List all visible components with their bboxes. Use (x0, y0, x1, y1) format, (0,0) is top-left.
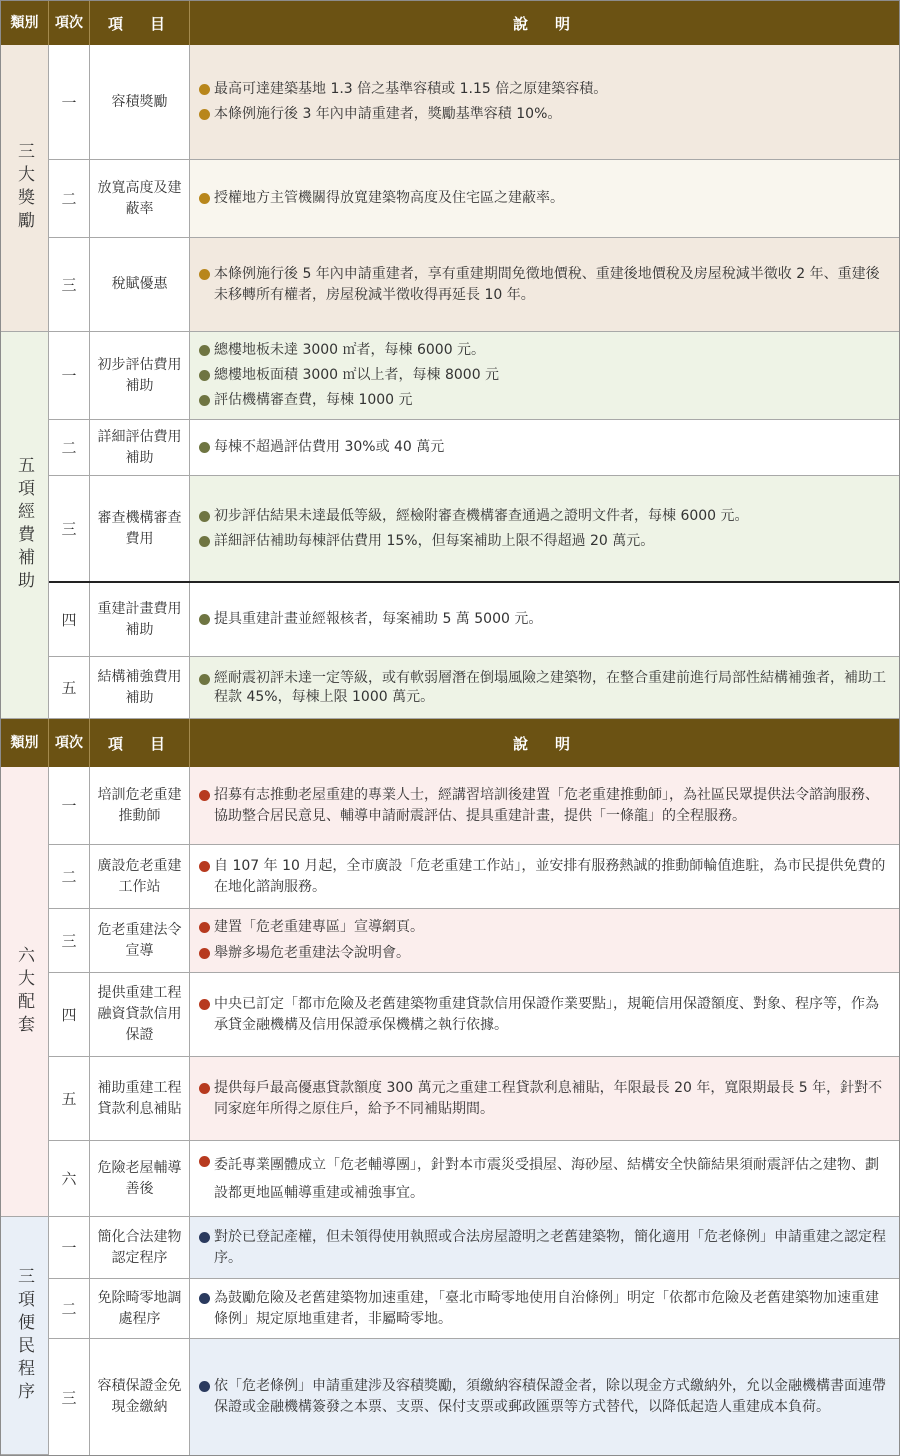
bullet-icon (199, 511, 210, 522)
row-item: 詳細評估費用補助 (90, 420, 190, 475)
table-row (49, 160, 899, 238)
table-row (49, 476, 899, 583)
row-number: 四 (49, 973, 90, 1056)
bullet-icon (199, 109, 210, 120)
bullet-icon (199, 442, 210, 453)
row-item: 重建計畫費用補助 (90, 583, 190, 656)
row-item: 容積獎勵 (90, 45, 190, 159)
header-item: 項 目 (90, 719, 190, 767)
header-category: 類別 (1, 1, 49, 45)
row-item: 補助重建工程貸款利息補貼 (90, 1057, 190, 1140)
row-number: 二 (49, 160, 90, 237)
bullet-icon (199, 674, 210, 685)
table-row (49, 583, 899, 657)
header-number: 項次 (49, 1, 90, 45)
row-item: 審查機構審查費用 (90, 476, 190, 581)
row-description: 本條例施行後 5 年內申請重建者，享有重建期間免徵地價稅、重建後地價稅及房屋稅減半徵收 2 年、重建後未移轉所有權者，房屋稅減半徵收得再延長 10 年。 (190, 238, 899, 331)
row-description: 建置「危老重建專區」宣導網頁。 舉辦多場危老重建法令說明會。 (190, 909, 899, 972)
row-item: 廣設危老重建工作站 (90, 845, 190, 908)
row-description: 自 107 年 10 月起，全市廣設「危老重建工作站」，並安排有服務熱誠的推動師輪值進駐，為市民提供免費的在地化諮詢服務。 (190, 845, 899, 908)
category-cell: 三項便民程序 (1, 1217, 49, 1455)
row-number: 三 (49, 1339, 90, 1455)
row-item: 提供重建工程融資貸款信用保證 (90, 973, 190, 1056)
row-description: 對於已登記產權，但未領得使用執照或合法房屋證明之老舊建築物，簡化適用「危老條例」申請重建之認定程序。 (190, 1217, 899, 1278)
header-description: 說 明 (512, 14, 576, 33)
row-number: 四 (49, 583, 90, 656)
table-row (49, 1057, 899, 1141)
row-description: 招募有志推動老屋重建的專業人士，經講習培訓後建置「危老重建推動師」，為社區民眾提供法令諮詢服務、協助整合居民意見、輔導申請耐震評估、提具重建計畫，提供「一條龍」的全程服務。 (190, 767, 899, 844)
table-row (49, 767, 899, 845)
bullet-icon (199, 1083, 210, 1094)
bullet-icon (199, 948, 210, 959)
row-number: 一 (49, 767, 90, 844)
row-number: 一 (49, 45, 90, 159)
row-number: 一 (49, 1217, 90, 1278)
bullet-icon (199, 614, 210, 625)
table-row (49, 1339, 899, 1455)
row-number: 五 (49, 1057, 90, 1140)
table-row (49, 45, 899, 160)
header-item: 項 目 (90, 1, 190, 45)
bullet-icon (199, 193, 210, 204)
bullet-icon (199, 1293, 210, 1304)
row-description: 初步評估結果未達最低等級，經檢附審查機構審查通過之證明文件者，每棟 6000 元。 詳細評估補助每棟評估費用 15%，但每案補助上限不得超過 20 萬元。 (190, 476, 899, 581)
row-item: 放寬高度及建蔽率 (90, 160, 190, 237)
table-row (49, 420, 899, 476)
row-description: 中央已訂定「都市危險及老舊建築物重建貸款信用保證作業要點」，規範信用保證額度、對象、程序等，作為承貸金融機構及信用保證承保機構之執行依據。 (190, 973, 899, 1056)
row-item: 容積保證金免現金繳納 (90, 1339, 190, 1455)
table-row (49, 973, 899, 1057)
row-number: 六 (49, 1141, 90, 1216)
category-cell: 五項經費補助 (1, 332, 49, 719)
row-description: 總樓地板未達 3000 ㎡者，每棟 6000 元。 總樓地板面積 3000 ㎡以上者，每棟 8000 元 評估機構審查費，每棟 1000 元 (190, 332, 899, 419)
bullet-icon (199, 1156, 210, 1167)
table-header (1, 719, 899, 767)
bullet-icon (199, 370, 210, 381)
row-number: 三 (49, 909, 90, 972)
row-item: 簡化合法建物認定程序 (90, 1217, 190, 1278)
bullet-icon (199, 1381, 210, 1392)
bullet-icon (199, 395, 210, 406)
row-description: 提供每戶最高優惠貸款額度 300 萬元之重建工程貸款利息補貼，年限最長 20 年，寬限期最長 5 年，針對不同家庭年所得之原住戶，給予不同補貼期間。 (190, 1057, 899, 1140)
row-number: 一 (49, 332, 90, 419)
table-row (49, 1141, 899, 1217)
bullet-icon (199, 861, 210, 872)
row-description: 為鼓勵危險及老舊建築物加速重建，「臺北市畸零地使用自治條例」明定「依都市危險及老舊建築物加速重建條例」規定原地重建者，非屬畸零地。 (190, 1279, 899, 1338)
table-row (49, 332, 899, 420)
row-number: 二 (49, 420, 90, 475)
row-item: 危老重建法令宣導 (90, 909, 190, 972)
row-description: 最高可達建築基地 1.3 倍之基準容積或 1.15 倍之原建築容積。 本條例施行後 3 年內申請重建者，獎勵基準容積 10%。 (190, 45, 899, 159)
table-row (49, 657, 899, 719)
row-item: 培訓危老重建推動師 (90, 767, 190, 844)
row-description: 提具重建計畫並經報核者，每案補助 5 萬 5000 元。 (190, 583, 899, 656)
row-description: 授權地方主管機關得放寬建築物高度及住宅區之建蔽率。 (190, 160, 899, 237)
row-number: 二 (49, 1279, 90, 1338)
bullet-icon (199, 269, 210, 280)
table-row (49, 238, 899, 332)
row-number: 三 (49, 476, 90, 581)
bullet-icon (199, 1232, 210, 1243)
bullet-icon (199, 790, 210, 801)
row-item: 稅賦優惠 (90, 238, 190, 331)
row-item: 結構補強費用補助 (90, 657, 190, 718)
category-cell: 三大獎勵 (1, 45, 49, 332)
row-description: 每棟不超過評估費用 30%或 40 萬元 (190, 420, 899, 475)
row-item: 初步評估費用補助 (90, 332, 190, 419)
header-description: 說 明 (512, 734, 576, 753)
table-row (49, 1217, 899, 1279)
row-number: 五 (49, 657, 90, 718)
header-category: 類別 (1, 719, 49, 767)
table-row (49, 845, 899, 909)
table-row (49, 1279, 899, 1339)
bullet-icon (199, 84, 210, 95)
header-number: 項次 (49, 719, 90, 767)
bullet-icon (199, 999, 210, 1010)
row-number: 二 (49, 845, 90, 908)
bullet-icon (199, 345, 210, 356)
row-description: 經耐震初評未達一定等級，或有軟弱層潛在倒塌風險之建築物，在整合重建前進行局部性結構補強者，補助工程款 45%，每棟上限 1000 萬元。 (190, 657, 899, 718)
bullet-icon (199, 922, 210, 933)
row-number: 三 (49, 238, 90, 331)
row-item: 免除畸零地調處程序 (90, 1279, 190, 1338)
table-header (1, 1, 899, 45)
row-description: 依「危老條例」申請重建涉及容積獎勵，須繳納容積保證金者，除以現金方式繳納外，允以金融機構書面連帶保證或金融機構簽發之本票、支票、保付支票或郵政匯票等方式替代，以降低起造人重建成本負荷。 (190, 1339, 899, 1455)
row-item: 危險老屋輔導善後 (90, 1141, 190, 1216)
category-cell: 六大配套 (1, 767, 49, 1217)
row-description: 委託專業團體成立「危老輔導團」，針對本市震災受損屋、海砂屋、結構安全快篩結果須耐震評估之建物、劃設都更地區輔導重建或補強事宜。 (190, 1141, 899, 1216)
bullet-icon (199, 536, 210, 547)
table-row (49, 909, 899, 973)
